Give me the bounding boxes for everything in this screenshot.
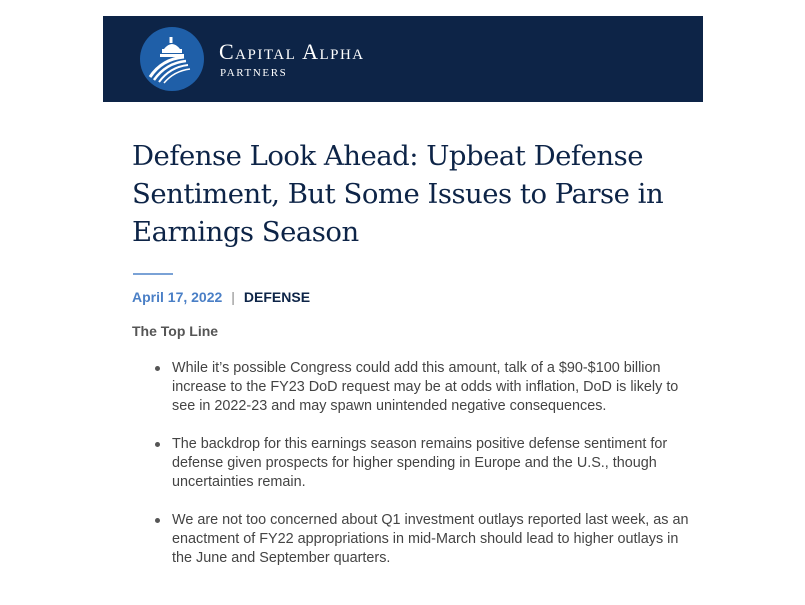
article-title: Defense Look Ahead: Upbeat Defense Sentiment, But Some Issues to Parse in Earnings Season: [132, 140, 664, 248]
brand-name: Capital Alpha: [219, 39, 365, 64]
article-category[interactable]: DEFENSE: [243, 289, 311, 305]
meta-separator: |: [231, 289, 235, 305]
bullet-text: The backdrop for this earnings season remains positive defense sentiment for defense given prospects for higher spending in Europe and the U.S., though uncertainties remain.: [172, 436, 668, 490]
bullet-dot-icon: [155, 442, 160, 447]
title-divider: [133, 273, 173, 275]
header-banner: [103, 16, 703, 102]
list-item: [132, 511, 692, 568]
bullet-dot-icon: [155, 518, 160, 523]
brand-subtitle: PARTNERS: [220, 67, 288, 79]
bullet-list: [132, 359, 692, 568]
section-heading: The Top Line: [132, 323, 219, 339]
bullet-dot-icon: [155, 366, 160, 371]
list-item: [132, 435, 692, 492]
capitol-dome-icon: [140, 27, 204, 91]
article-meta: [132, 288, 310, 306]
article-date: April 17, 2022: [132, 289, 223, 305]
list-item: [132, 359, 692, 416]
bullet-text: We are not too concerned about Q1 investment outlays reported last week, as an enactment of FY22 appropriations in mid-March should lead to higher outlays in the June and September quarters.: [172, 512, 689, 566]
bullet-text: While it’s possible Congress could add this amount, talk of a $90-$100 billion increase to the FY23 DoD request may be at odds with inflation, DoD is likely to see in 2022-23 and may spawn unintended negative consequences.: [172, 360, 679, 414]
